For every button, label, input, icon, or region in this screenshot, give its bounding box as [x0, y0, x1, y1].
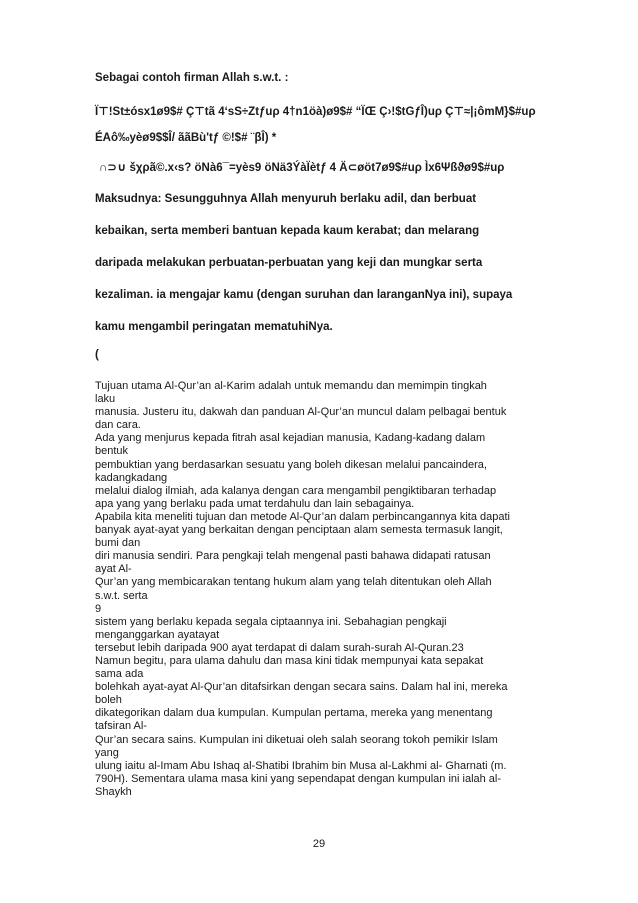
body-line: 9: [95, 602, 102, 615]
body-line: yang: [95, 746, 119, 759]
meaning-line-4: kezaliman. ia mengajar kamu (dengan suruhan dan laranganNya ini), supaya: [95, 289, 513, 301]
body-line: bolehkah ayat-ayat Al-Qur’an ditafsirkan dengan secara sains. Dalam hal ini, mereka: [95, 681, 508, 694]
body-line: pembuktian yang berdasarkan sesuatu yang boleh dikesan melalui pancaindera,: [95, 458, 487, 471]
intro-line: Sebagai contoh firman Allah s.w.t. :: [95, 72, 289, 84]
body-line: Tujuan utama Al-Qur’an al-Karim adalah untuk memandu dan memimpin tingkah: [95, 380, 487, 392]
body-line: menganggarkan ayatayat: [95, 628, 220, 641]
meaning-line-5: kamu mengambil peringatan mematuhiNya.: [95, 321, 333, 333]
page-number: 29: [312, 838, 326, 850]
garbled-verse-line-3: ∩⊃∪ šχρã©.x‹s? öNà6¯=yès9 öNä3ÝàÏètƒ 4 Ä⊂øöt7ø9$#uρ Ìx6Ψßϑø9$#uρ: [99, 162, 505, 174]
body-line: Qur’an secara sains. Kumpulan ini diketuai oleh salah seorang tokoh pemikir Islam: [95, 733, 498, 746]
garbled-verse-line-2: ÉAô‰yèø9$$Î/ ããBù'tƒ ©!$# ¨βÎ) *: [95, 132, 277, 144]
body-line: sistem yang berlaku kepada segala ciptaannya ini. Sebahagian pengkaji: [95, 615, 447, 628]
body-line: bumi dan: [95, 537, 141, 550]
body-line: diri manusia sendiri. Para pengkaji telah mengenal pasti bahawa didapati ratusan: [95, 550, 491, 563]
meaning-line-3: daripada melakukan perbuatan-perbuatan yang keji dan mungkar serta: [95, 257, 483, 269]
body-text: [95, 380, 547, 799]
body-line: 790H). Sementara ulama masa kini yang sependapat dengan kumpulan ini ialah al-: [95, 772, 502, 785]
body-line: tafsiran Al-: [95, 720, 147, 733]
body-line: dikategorikan dalam dua kumpulan. Kumpulan pertama, mereka yang menentang: [95, 707, 493, 720]
body-line: dan cara.: [95, 419, 141, 432]
body-line: laku: [95, 393, 116, 406]
body-line: ulung iaitu al-Imam Abu Ishaq al-Shatibi Ibrahim bin Musa al-Lakhmi al- Gharnati (m.: [95, 759, 507, 772]
body-line: sama ada: [95, 668, 144, 681]
body-line: manusia. Justeru itu, dakwah dan panduan Al-Qur’an muncul dalam pelbagai bentuk: [95, 406, 507, 419]
open-parenthesis: (: [95, 349, 99, 361]
body-line: apa yang yang berlaku pada umat terdahulu dan lain sebagainya.: [95, 497, 415, 510]
body-line: Qur’an yang membicarakan tentang hukum alam yang telah ditentukan oleh Allah: [95, 576, 492, 589]
body-line: banyak ayat-ayat yang berkaitan dengan penciptaan alam semesta termasuk langit,: [95, 524, 503, 537]
body-line: Ada yang menjurus kepada fitrah asal kejadian manusia, Kadang-kadang dalam: [95, 432, 486, 445]
body-line: melalui dialog ilmiah, ada kalanya dengan cara mengambil pengiktibaran terhadap: [95, 484, 497, 497]
body-line: kadangkadang: [95, 471, 168, 484]
body-line: ayat Al-: [95, 563, 132, 576]
body-line: bentuk: [95, 445, 129, 458]
garbled-verse-line-1: Ï⊤!St±ósx1ø9$# Ç⊤tã 4‘sS÷Ztƒuρ 4†n1öà)ø9$# “ÏŒ Ç›!$tGƒÎ)uρ Ç⊤≈|¡ômM}$#uρ: [95, 106, 536, 118]
body-line: boleh: [95, 694, 122, 707]
body-line: tersebut lebih daripada 900 ayat terdapat di dalam surah-surah Al-Quran.23: [95, 641, 464, 654]
body-line: Shaykh: [95, 785, 132, 798]
body-line: s.w.t. serta: [95, 589, 148, 602]
meaning-line-1: Maksudnya: Sesungguhnya Allah menyuruh berlaku adil, dan berbuat: [95, 193, 477, 205]
meaning-line-2: kebaikan, serta memberi bantuan kepada kaum kerabat; dan melarang: [95, 225, 480, 237]
body-line: Apabila kita meneliti tujuan dan metode Al-Qur’an dalam perbincangannya kita dapati: [95, 510, 511, 523]
body-line: Namun begitu, para ulama dahulu dan masa kini tidak mempunyai kata sepakat: [95, 654, 484, 667]
